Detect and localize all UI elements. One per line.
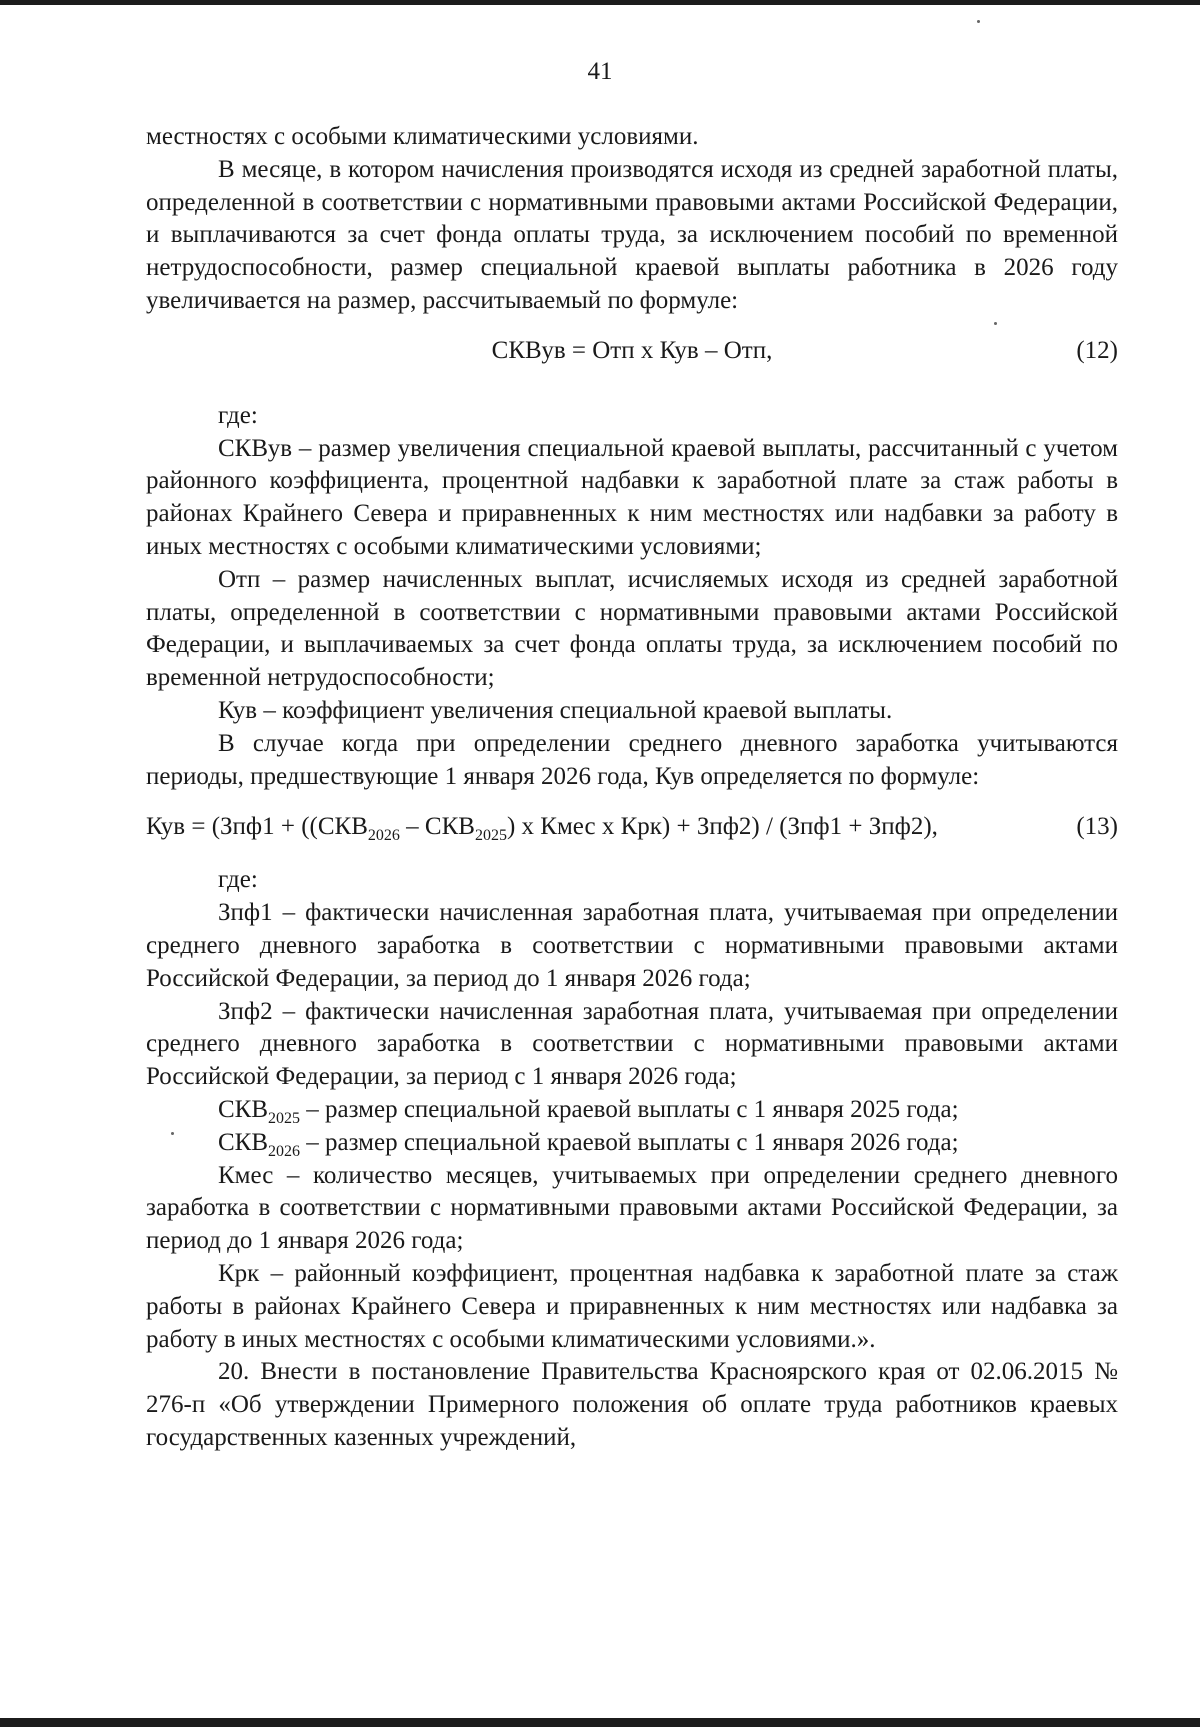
definition-text: – размер специальной краевой выплаты с 1 января 2026 года;	[300, 1128, 959, 1156]
definition: СКВув – размер увеличения специальной краевой выплаты, рассчитанный с учетом районного коэффициента, процентной надбавки к заработной плате за стаж работы в районах Крайнего Севера и приравненных к ним местностях или надбавки за работу в иных местностях с особыми климатическими условиями;	[146, 434, 1118, 560]
where-label: где:	[218, 401, 258, 429]
symbol: СКВ	[218, 1128, 269, 1156]
scan-edge-top	[0, 0, 1200, 5]
definition-skv-2025	[146, 1094, 1118, 1127]
formula-text	[146, 811, 938, 844]
formula-12	[146, 335, 1118, 368]
formula-text: СКВув = Отп х Кув – Отп,	[491, 336, 773, 364]
definition: Кув – коэффициент увеличения специальной краевой выплаты.	[218, 696, 893, 724]
paragraph: местностях с особыми климатическими условиями.	[146, 123, 699, 150]
definition: Отп – размер начисленных выплат, исчисляемых исходя из средней заработной платы, определенной в соответствии с нормативными правовыми актами Российской Федерации, и выплачиваемых за счет фонда оплаты труда, за исключением пособий по временной нетрудоспособности;	[146, 565, 1118, 692]
definition-text: – размер специальной краевой выплаты с 1 января 2025 года;	[300, 1095, 959, 1123]
document-body	[146, 121, 1118, 1455]
formula-part: – СКВ	[399, 813, 475, 841]
paragraph: В случае когда при определении среднего дневного заработка учитываются периоды, предшествующие 1 января 2026 года, Кув определяется по формуле:	[146, 729, 1118, 790]
scan-edge-bottom	[0, 1718, 1200, 1727]
formula-number: (12)	[1076, 336, 1118, 364]
definition: Зпф2 – фактически начисленная заработная плата, учитываемая при определении среднего дневного заработка в соответствии с нормативными правовыми актами Российской Федерации, за период с 1 января 2026 года;	[146, 997, 1118, 1091]
formula-subscript: 2025	[474, 827, 507, 845]
definition: Зпф1 – фактически начисленная заработная плата, учитываемая при определении среднего дневного заработка в соответствии с нормативными правовыми актами Российской Федерации, за период до 1 января 2026 года;	[146, 899, 1118, 992]
formula-part: Кув = (Зпф1 + ((СКВ	[146, 813, 368, 841]
symbol: СКВ	[218, 1095, 269, 1123]
scan-speck	[977, 20, 980, 23]
definition: Крк – районный коэффициент, процентная надбавка к заработной плате за стаж работы в районах Крайнего Севера и приравненных к ним местностях или надбавка за работу в иных местностях с особыми климатическими условиями.».	[146, 1259, 1118, 1353]
page-number: 41	[587, 58, 613, 85]
where-label: где:	[218, 866, 258, 894]
formula-number: (13)	[1076, 813, 1118, 841]
formula-13	[146, 811, 1118, 844]
formula-subscript: 2026	[367, 827, 400, 845]
definition-skv-2026	[146, 1127, 1118, 1160]
paragraph-item-20: 20. Внести в постановление Правительства Красноярского края от 02.06.2015 № 276-п «Об утверждении Примерного положения об оплате труда работников краевых государственных казенных учреждений,	[146, 1358, 1118, 1451]
paragraph: В месяце, в котором начисления производятся исходя из средней заработной платы, определенной в соответствии с нормативными правовыми актами Российской Федерации, и выплачиваются за счет фонда оплаты труда, за исключением пособий по временной нетрудоспособности, размер специальной краевой выплаты работника в 2026 году увеличивается на размер, рассчитываемый по формуле:	[146, 155, 1118, 314]
formula-part: ) х Кмес х Крк) + Зпф2) / (Зпф1 + Зпф2),	[506, 813, 938, 841]
symbol-subscript: 2026	[268, 1142, 301, 1160]
definition: Кмес – количество месяцев, учитываемых при определении среднего дневного заработка в соответствии с нормативными правовыми актами Российской Федерации, за период до 1 января 2026 года;	[146, 1161, 1118, 1255]
symbol-subscript: 2025	[268, 1109, 301, 1127]
